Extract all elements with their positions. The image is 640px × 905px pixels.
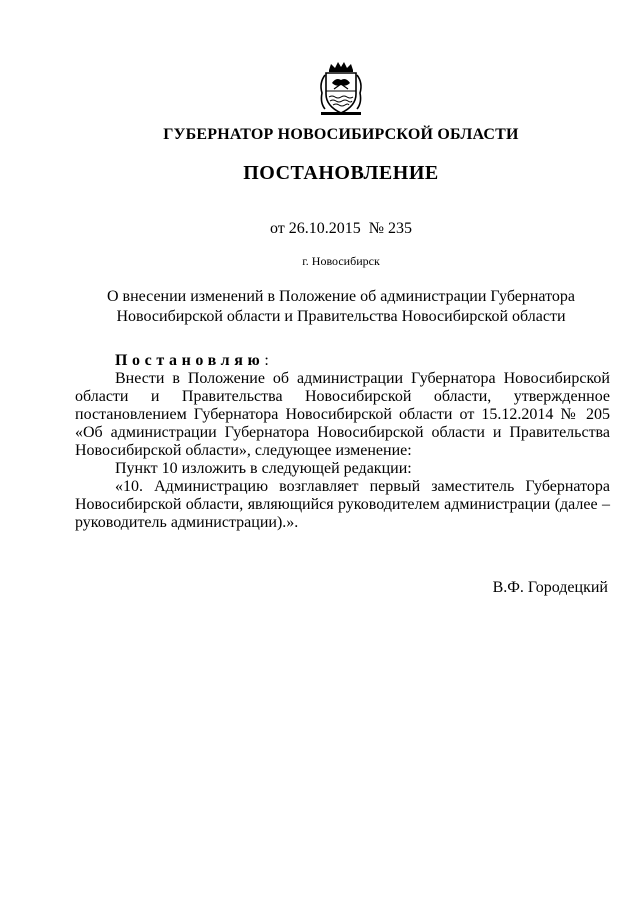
body-paragraph: Пункт 10 изложить в следующей редакции: — [115, 460, 412, 477]
decree-word: Постановляю — [115, 352, 265, 369]
document-date: от 26.10.2015 — [269, 220, 361, 237]
decree-colon: : — [264, 352, 269, 369]
subject-line: О внесении изменений в Положение об администрации Губернатора — [106, 288, 575, 305]
document-subject — [0, 287, 640, 327]
body-paragraph: Внести в Положение об администрации Губернатора Новосибирской области и Правительства Новосибирской области, утвержденное постановлением Губернатора Новосибирской области от 15.12.2014 № 205 «Об администрации Губернатора Новосибирской области и Правительства Новосибирской области», следующее изменение: — [75, 370, 610, 459]
body-paragraph: «10. Администрацию возглавляет первый заместитель Губернатора Новосибирской области, являющийся руководителем администрации (далее – руководитель администрации).». — [75, 478, 610, 531]
signatory-name: В.Ф. Городецкий — [492, 579, 608, 596]
issuing-authority: ГУБЕРНАТОР НОВОСИБИРСКОЙ ОБЛАСТИ — [163, 126, 519, 143]
document-type-title: ПОСТАНОВЛЕНИЕ — [243, 162, 439, 184]
issue-city: г. Новосибирск — [302, 254, 380, 268]
document-body — [75, 352, 610, 532]
document-number: № 235 — [368, 220, 413, 237]
coat-of-arms-emblem — [318, 61, 364, 117]
decree-heading — [75, 352, 610, 370]
date-number-line — [0, 220, 640, 238]
subject-line: Новосибирской области и Правительства Новосибирской области — [116, 308, 566, 325]
